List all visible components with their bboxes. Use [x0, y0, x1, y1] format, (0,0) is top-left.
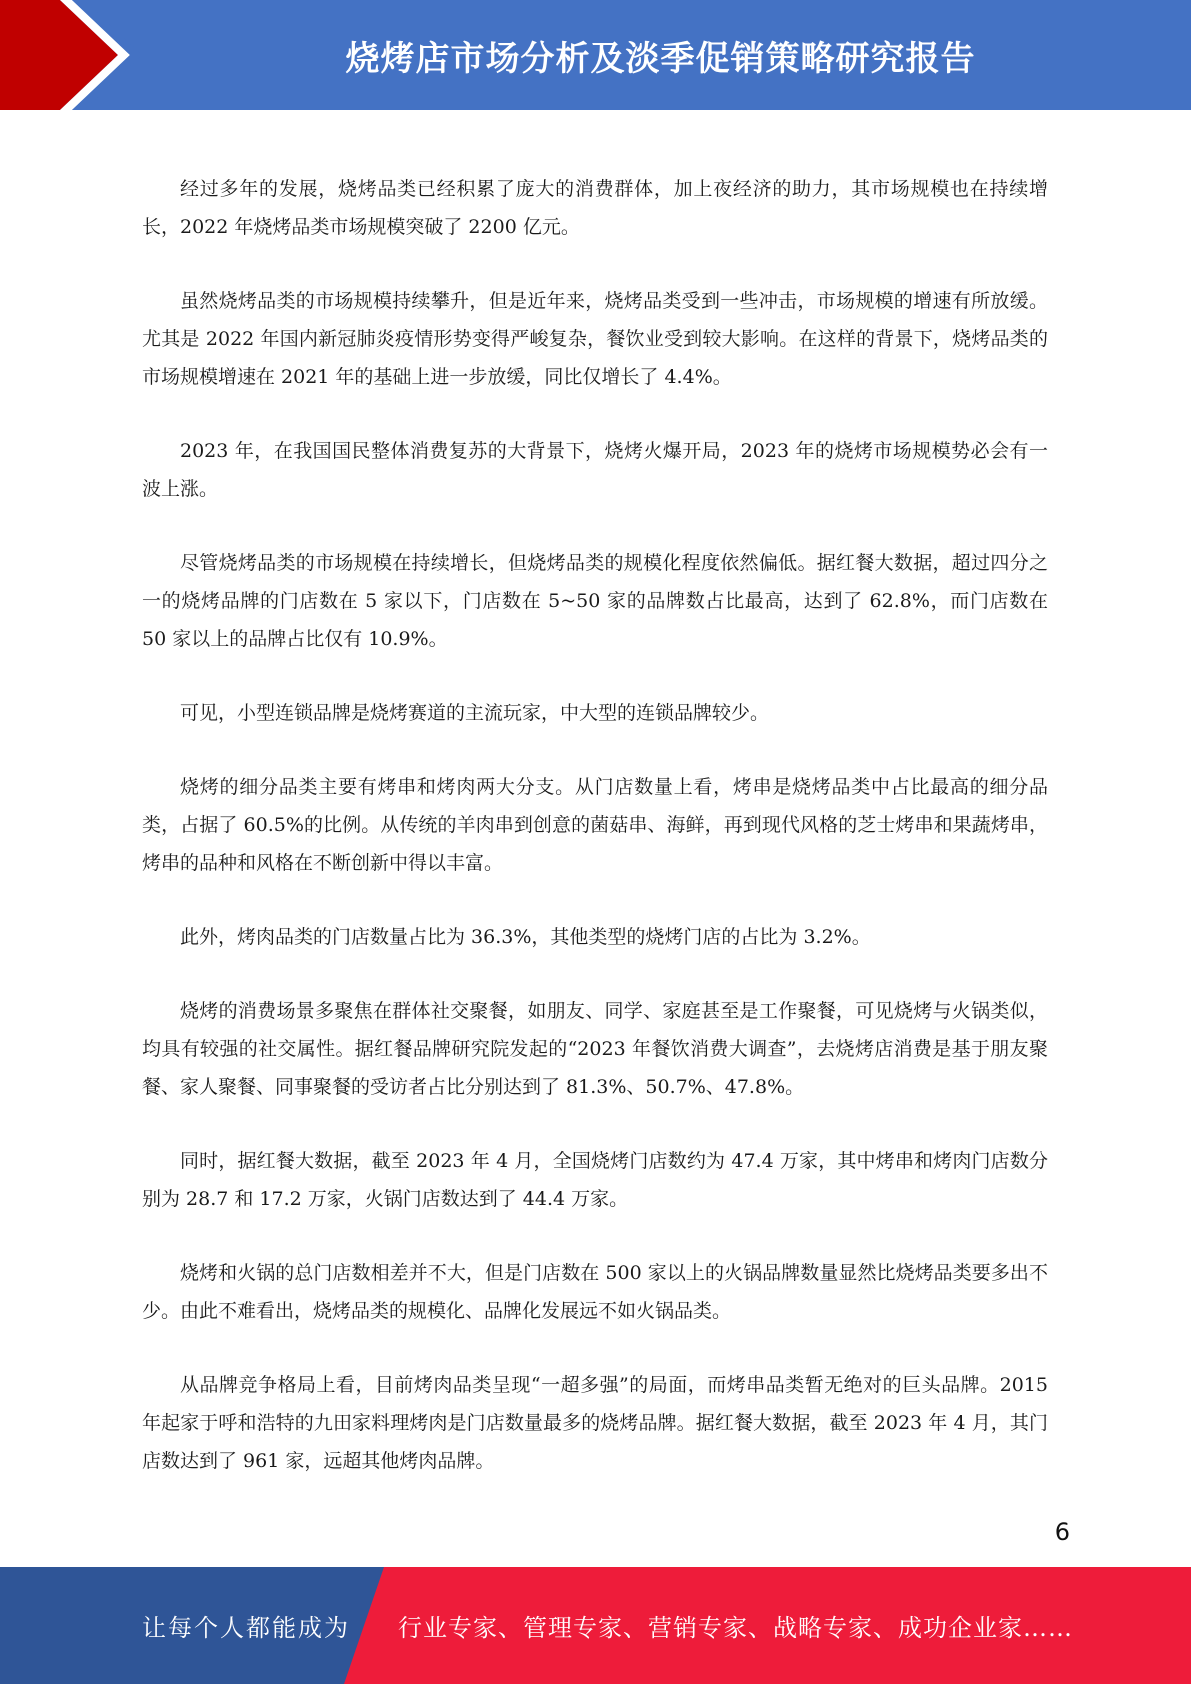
report-body: [142, 170, 1048, 1516]
header-band: [0, 0, 1191, 110]
paragraph: 可见，小型连锁品牌是烧烤赛道的主流玩家，中大型的连锁品牌较少。: [180, 702, 770, 724]
red-arrow-icon: [0, 0, 170, 110]
footer-slogan-left: 让每个人都能成为: [142, 1614, 350, 1642]
footer-band: [0, 1567, 1191, 1684]
paragraph: 2023 年，在我国国民整体消费复苏的大背景下，烧烤火爆开局，2023 年的烧烤市场规模势必会有一波上涨。: [142, 440, 1048, 500]
paragraph: 烧烤的细分品类主要有烤串和烤肉两大分支。从门店数量上看，烤串是烧烤品类中占比最高的细分品类，占据了 60.5%的比例。从传统的羊肉串到创意的菌菇串、海鲜，再到现代风格的芝士烤串和果蔬烤串，烤串的品种和风格在不断创新中得以丰富。: [142, 776, 1048, 874]
paragraph: 烧烤和火锅的总门店数相差并不大，但是门店数在 500 家以上的火锅品牌数量显然比烧烤品类要多出不少。由此不难看出，烧烤品类的规模化、品牌化发展远不如火锅品类。: [142, 1262, 1048, 1322]
page-number: 6: [1054, 1518, 1070, 1546]
paragraph: 烧烤的消费场景多聚焦在群体社交聚餐，如朋友、同学、家庭甚至是工作聚餐，可见烧烤与火锅类似，均具有较强的社交属性。据红餐品牌研究院发起的“2023 年餐饮消费大调查”，去烧烤店消费是基于朋友聚餐、家人聚餐、同事聚餐的受访者占比分别达到了 81.3%、50.7%、47.8%。: [142, 1000, 1048, 1098]
paragraph: 虽然烧烤品类的市场规模持续攀升，但是近年来，烧烤品类受到一些冲击，市场规模的增速有所放缓。尤其是 2022 年国内新冠肺炎疫情形势变得严峻复杂，餐饮业受到较大影响。在这样的背景下，烧烤品类的市场规模增速在 2021 年的基础上进一步放缓，同比仅增长了 4.4%。: [142, 290, 1048, 388]
paragraph: 尽管烧烤品类的市场规模在持续增长，但烧烤品类的规模化程度依然偏低。据红餐大数据，超过四分之一的烧烤品牌的门店数在 5 家以下，门店数在 5~50 家的品牌数占比最高，达到了 62.8%，而门店数在 50 家以上的品牌占比仅有 10.9%。: [142, 552, 1048, 650]
paragraph: 同时，据红餐大数据，截至 2023 年 4 月，全国烧烤门店数约为 47.4 万家，其中烤串和烤肉门店数分别为 28.7 和 17.2 万家，火锅门店数达到了 44.4 万家。: [142, 1150, 1048, 1210]
paragraph: 此外，烤肉品类的门店数量占比为 36.3%，其他类型的烧烤门店的占比为 3.2%。: [180, 926, 871, 948]
paragraph: 经过多年的发展，烧烤品类已经积累了庞大的消费群体，加上夜经济的助力，其市场规模也在持续增长，2022 年烧烤品类市场规模突破了 2200 亿元。: [142, 178, 1048, 238]
paragraph: 从品牌竞争格局上看，目前烤肉品类呈现“一超多强”的局面，而烤串品类暂无绝对的巨头品牌。2015 年起家于呼和浩特的九田家料理烤肉是门店数量最多的烧烤品牌。据红餐大数据，截至 2023 年 4 月，其门店数达到了 961 家，远超其他烤肉品牌。: [142, 1374, 1048, 1472]
page-title: 烧烤店市场分析及淡季促销策略研究报告: [345, 38, 976, 79]
footer-slogan-right: 行业专家、管理专家、营销专家、战略专家、成功企业家……: [398, 1614, 1073, 1642]
